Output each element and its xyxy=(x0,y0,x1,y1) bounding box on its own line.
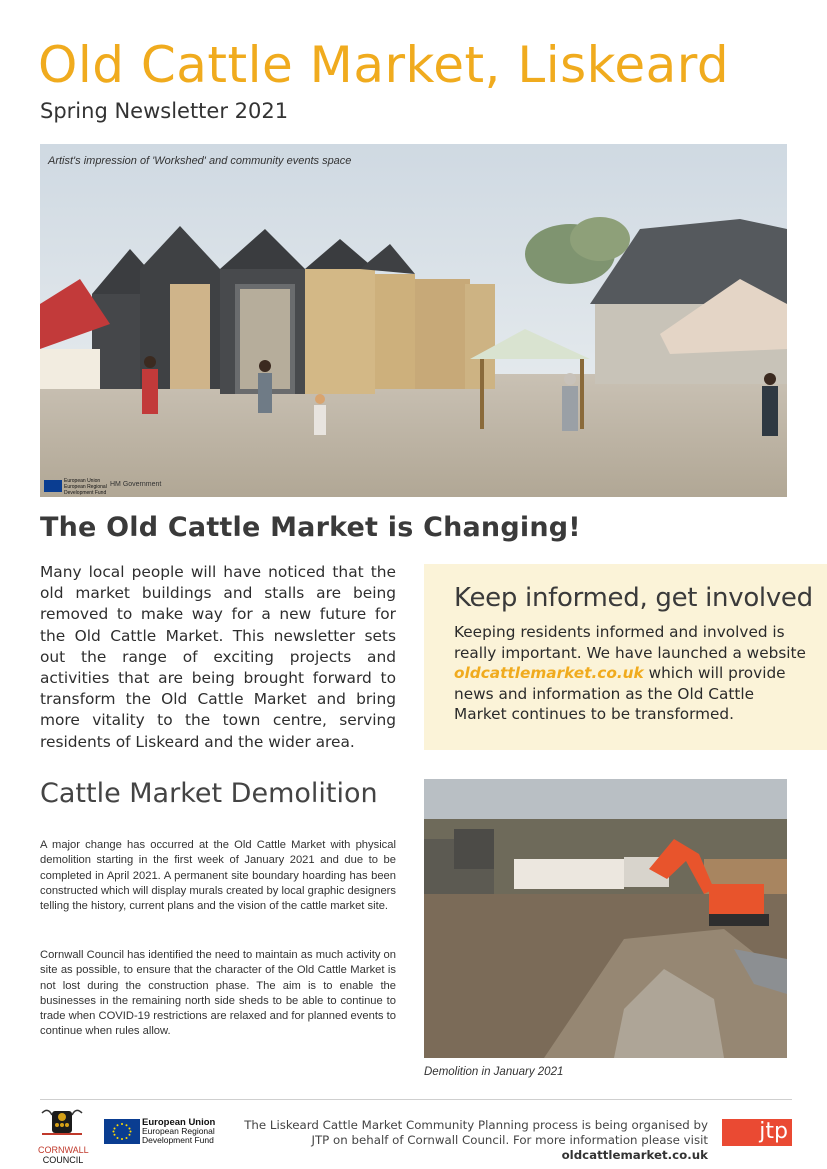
jtp-logo: jtp xyxy=(722,1119,792,1146)
council-name-line1: CORNWALL xyxy=(38,1145,89,1155)
cornwall-council-crest-icon xyxy=(38,1105,86,1139)
demolition-photo xyxy=(424,779,787,1058)
footer-statement: The Liskeard Cattle Market Community Planning process is being organised by JTP on behalf of Cornwall Council. For more information please visit xyxy=(244,1118,708,1147)
council-name xyxy=(38,1145,88,1165)
footer-website-link[interactable]: oldcattlemarket.co.uk xyxy=(561,1148,708,1162)
info-body-start: Keeping residents informed and involved is really important. We have launched a website xyxy=(454,623,806,662)
eu-title: European Union xyxy=(142,1117,216,1128)
intro-paragraph: Many local people will have noticed that the old market buildings and stalls are being removed to make way for a new future for the Old Cattle Market. This newsletter sets out the range of exciting projects and activities that are being brought forward to transform the Old Cattle Market and bring more vitality to the town centre, serving residents of Liskeard and the wider area. xyxy=(40,563,396,751)
hero-funder-label: European Union European Regional Development Fund xyxy=(64,478,107,496)
hm-government-label: HM Government xyxy=(110,481,162,488)
page-subtitle: Spring Newsletter 2021 xyxy=(40,99,289,123)
eu-line3: Development Fund xyxy=(142,1135,214,1145)
hero-illustration xyxy=(40,144,787,497)
page-title: Old Cattle Market, Liskeard xyxy=(38,36,730,94)
demolition-photo-caption: Demolition in January 2021 xyxy=(424,1066,564,1078)
info-box-heading: Keep informed, get involved xyxy=(454,583,813,613)
council-name-line2: COUNCIL xyxy=(42,1155,84,1165)
demolition-paragraph-1: A major change has occurred at the Old Cattle Market with physical demolition starting in the first week of January 2021 and due to be completed in April 2021. A permanent site boundary hoarding has been constructed which will display murals created by local graphic designers telling the history, current plans and the vision of the cattle market site. xyxy=(40,839,396,913)
market-scene-illustration xyxy=(40,144,787,497)
website-link[interactable]: oldcattlemarket.co.uk xyxy=(454,664,644,683)
eu-flag-icon xyxy=(44,480,62,492)
eu-line2: European Regional xyxy=(142,1126,215,1136)
info-box-body xyxy=(454,622,806,725)
footer-divider xyxy=(40,1099,792,1100)
hero-caption: Artist's impression of 'Workshed' and community events space xyxy=(48,155,352,167)
section-heading-changing: The Old Cattle Market is Changing! xyxy=(40,512,581,543)
eu-funding-label xyxy=(142,1118,222,1145)
info-body-end: which will provide news and information as the Old Cattle Market continues to be transformed. xyxy=(454,664,786,724)
demolition-site-picture xyxy=(424,779,787,1058)
footer-text xyxy=(230,1118,708,1163)
section-heading-demolition: Cattle Market Demolition xyxy=(40,778,378,809)
demolition-paragraph-2: Cornwall Council has identified the need to maintain as much activity on site as possible, to ensure that the character of the Old Cattle Market is not lost during the construction phase. The aim is to enable the businesses in the remaining north side sheds to be able to continue to trade when COVID-19 restrictions are relaxed and for planned events to continue when rules allow. xyxy=(40,949,396,1038)
eu-flag-icon xyxy=(104,1119,140,1144)
